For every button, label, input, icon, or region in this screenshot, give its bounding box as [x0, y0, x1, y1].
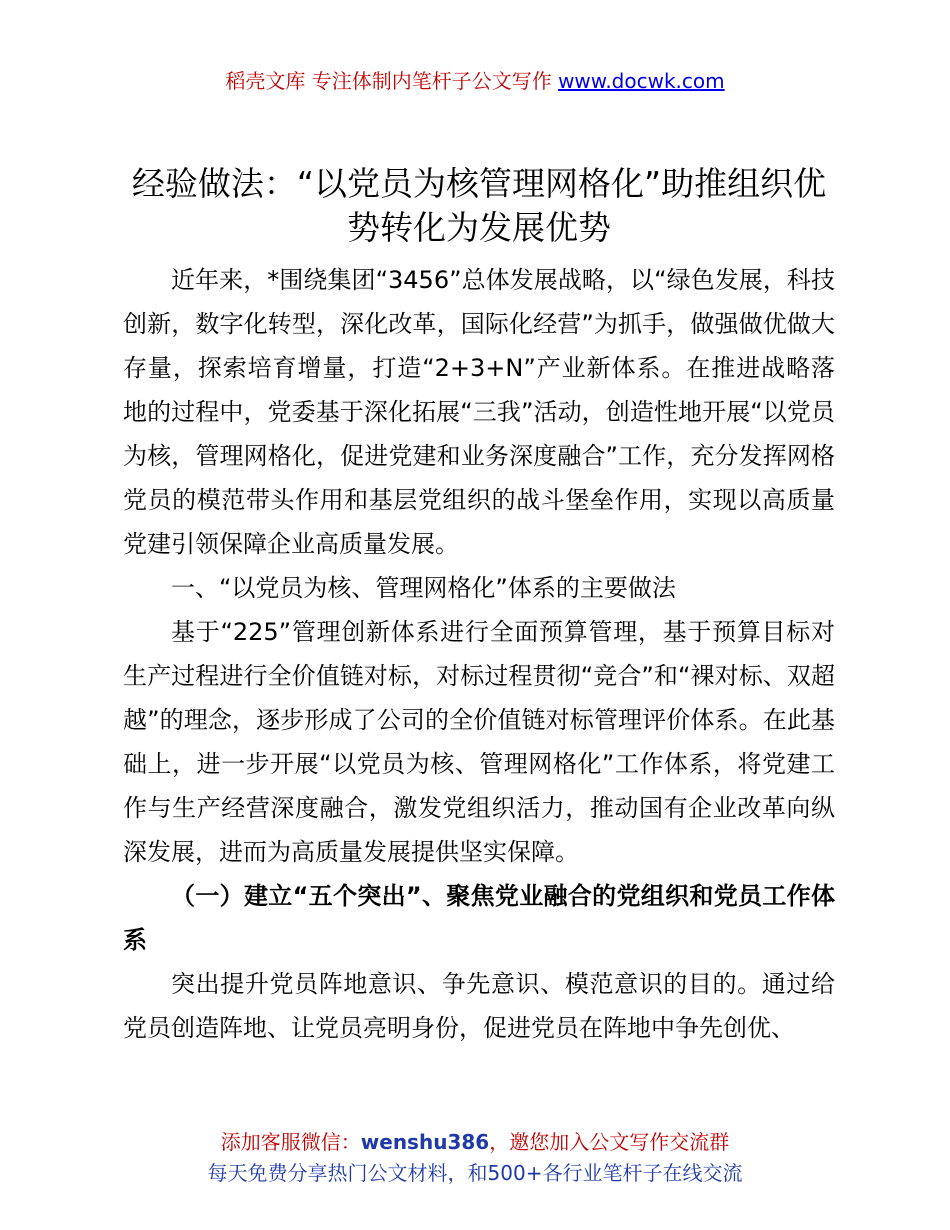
header-text: 稻壳文库 专注体制内笔杆子公文写作 — [225, 69, 559, 93]
footer-line-share: 每天免费分享热门公文材料，和500+各行业笔杆子在线交流 — [207, 1161, 743, 1185]
footer-line-wechat — [0, 1127, 950, 1158]
page-footer — [0, 1127, 950, 1189]
paragraph-highlight: 突出提升党员阵地意识、争先意识、模范意识的目的。通过给党员创造阵地、让党员亮明身份，促进党员在阵地中争先创优、 — [123, 970, 835, 1042]
document-title: 经验做法：“以党员为核管理网格化”助推组织优势转化为发展优势 — [131, 164, 827, 247]
paragraph-intro: 近年来，*围绕集团“3456”总体发展战略，以“绿色发展，科技创新，数字化转型，深化改革，国际化经营”为抓手，做强做优做大存量，探索培育增量，打造“2+3+N”产业新体系。在推进战略落地的过程中，党委基于深化拓展“三我”活动，创造性地开展“以党员为核，管理网格化，促进党建和业务深度融合”工作，充分发挥网格党员的模范带头作用和基层党组织的战斗堡垒作用，实现以高质量党建引领保障企业高质量发展。 — [123, 266, 835, 558]
wechat-id: wenshu386 — [360, 1130, 490, 1154]
footer-suffix: ，邀您加入公文写作交流群 — [489, 1130, 730, 1154]
footer-prefix: 添加客服微信： — [220, 1130, 361, 1154]
document-body — [123, 162, 835, 1050]
paragraph-practice: 基于“225”管理创新体系进行全面预算管理，基于预算目标对生产过程进行全价值链对标，对标过程贯彻“竞合”和“裸对标、双超越”的理念，逐步形成了公司的全价值链对标管理评价体系。在此基础上，进一步开展“以党员为核、管理网格化”工作体系，将党建工作与生产经营深度融合，激发党组织活力，推动国有企业改革向纵深发展，进而为高质量发展提供坚实保障。 — [123, 618, 835, 866]
subsection-heading-1: （一）建立“五个突出”、聚焦党业融合的党组织和党员工作体系 — [123, 882, 835, 954]
header-link[interactable]: www.docwk.com — [558, 69, 725, 93]
section-heading-1: 一、“以党员为核、管理网格化”体系的主要做法 — [171, 574, 676, 602]
page-header — [0, 66, 950, 96]
